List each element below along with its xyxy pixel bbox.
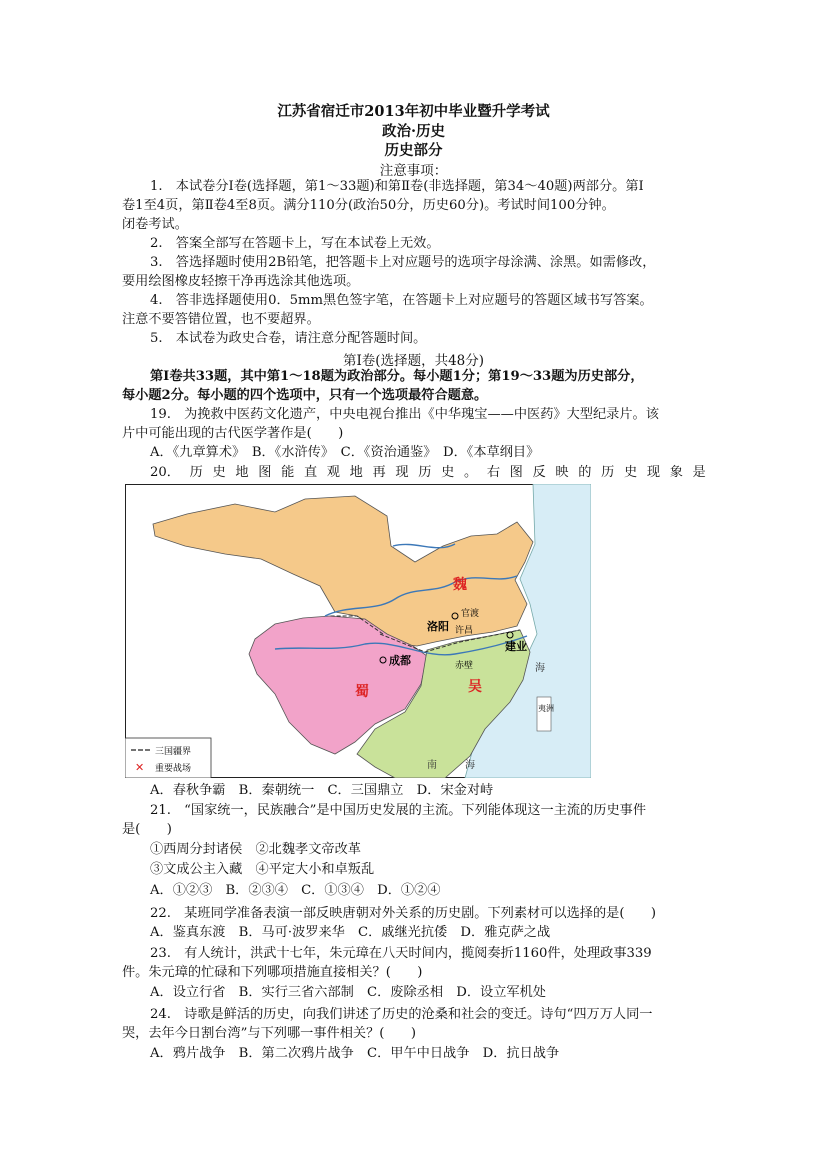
- q21-items-cont: ③文成公主入藏 ④平定大小和卓叛乱: [150, 862, 375, 877]
- chibi-label: 赤壁: [455, 661, 474, 671]
- q20-options: A．春秋争霸 B．秦朝统一 C．三国鼎立 D．宋金对峙: [150, 783, 494, 798]
- q20-char: 图: [509, 465, 523, 480]
- q20-char: 历: [601, 465, 615, 480]
- q20-char: 映: [555, 465, 569, 480]
- q20-char: 20．: [150, 465, 180, 480]
- q20-char: 地: [235, 465, 249, 480]
- q21-stem: 21. “国家统一，民族融合”是中国历史发展的主流。下列能体现这一主流的历史事件: [150, 803, 647, 818]
- q22-stem: 22. 某班同学准备表演一部反映唐朝对外关系的历史剧。下列素材可以选择的是( ): [150, 906, 657, 921]
- q23-stem: 23. 有人统计，洪武十七年，朱元璋在八天时间内，揽阅奏折1160件，处理政事339: [150, 946, 652, 961]
- q21-options: A．①②③ B．②③④ C．①③④ D．①②④: [150, 883, 441, 898]
- xuchang-label: 许昌: [455, 626, 474, 636]
- legend-battle-label: 重要战场: [155, 764, 192, 774]
- note-3-cont: 要用绘图橡皮轻擦干净再选涂其他选项。: [122, 274, 360, 289]
- note-5: 5. 本试卷为政史合卷，请注意分配答题时间。: [150, 331, 427, 346]
- q20-char: 再: [372, 465, 386, 480]
- shu-label: 蜀: [355, 684, 369, 700]
- q20-char: 能: [281, 465, 295, 480]
- note-4: 4. 答非选择题使用0．5mm黑色签字笔，在答题卡上对应题号的答题区域书写答案。: [150, 293, 653, 308]
- exam-section: 历史部分: [384, 142, 443, 159]
- q20-char: 历: [189, 465, 203, 480]
- q19-stem-cont: 片中可能出现的古代医学著作是( ): [122, 426, 344, 441]
- exam-subject: 政治·历史: [381, 123, 446, 140]
- yizhou-island: [537, 697, 551, 731]
- q20-stem: [150, 464, 706, 482]
- q19-stem: 19. 为挽救中医药文化遗产，中央电视台推出《中华瑰宝——中医药》大型纪录片。该: [150, 407, 659, 422]
- notice-heading: 注意事项：: [379, 163, 448, 179]
- yizhou-label: 夷洲: [538, 704, 554, 713]
- q19-options: A．《九章算术》 B．《水浒传》 C．《资治通鉴》 D．《本草纲目》: [150, 445, 540, 460]
- legend-border-label: 三国疆界: [155, 747, 192, 757]
- q20-char: 现: [395, 465, 409, 480]
- three-kingdoms-map: [125, 484, 591, 778]
- note-3: 3. 答选择题时使用2B铅笔，把答题卡上对应题号的选项字母涂满、涂黑。如需修改，: [150, 255, 656, 270]
- q20-char: 史: [623, 465, 638, 480]
- part1-intro: 第Ⅰ卷共33题，其中第1～18题为政治部分。每小题1分；第19～33题为历史部分，: [150, 369, 644, 384]
- q20-char: 观: [326, 465, 340, 480]
- q21-stem-cont: 是( ): [122, 822, 172, 837]
- q20-char: 反: [532, 465, 546, 480]
- luoyang-label: 洛阳: [427, 620, 449, 633]
- note-4-cont: 注意不要答错位置，也不要超界。: [122, 312, 320, 327]
- sea-label: 海: [535, 663, 545, 674]
- sea-label: 海: [465, 760, 475, 771]
- q24-stem: 24. 诗歌是鲜活的历史，向我们讲述了历史的沧桑和社会的变迁。诗句“四万万人同一: [150, 1007, 653, 1022]
- battle-cross-icon: ✕: [135, 761, 145, 774]
- q20-char: 现: [646, 465, 661, 480]
- q24-options: A．鸦片战争 B．第二次鸦片战争 C．甲午中日战争 D．抗日战争: [150, 1046, 560, 1061]
- note-1: 1. 本试卷分Ⅰ卷(选择题，第1～33题)和第Ⅱ卷(非选择题，第34～40题)两部分。第Ⅰ: [150, 179, 644, 194]
- wu-label: 吴: [468, 679, 482, 695]
- q20-char: 是: [692, 465, 706, 480]
- q20-char: 右: [486, 465, 500, 480]
- sea-label: 南: [427, 760, 437, 771]
- note-2: 2. 答案全部写在答题卡上，写在本试卷上无效。: [150, 236, 440, 251]
- q20-char: 历: [418, 465, 432, 480]
- part1-title: 第Ⅰ卷(选择题，共48分): [342, 353, 485, 369]
- q20-char: 地: [349, 465, 363, 480]
- q23-options: A．设立行省 B．实行三省六部制 C．废除丞相 D．设立军机处: [150, 985, 546, 1000]
- q20-char: 象: [669, 465, 683, 480]
- q20-char: 史: [441, 465, 455, 480]
- chengdu-label: 成都: [389, 654, 411, 667]
- q22-options: A．鉴真东渡 B．马可·波罗来华 C．戚继光抗倭 D．雅克萨之战: [150, 925, 551, 940]
- q20-char: 。: [463, 465, 478, 480]
- q24-stem-cont: 哭，去年今日割台湾”与下列哪一事件相关？( ): [122, 1026, 416, 1041]
- q20-char: 史: [212, 465, 226, 480]
- note-1-cont: 卷1至4页，第Ⅱ卷4至8页。满分110分(政治50分，历史60分)。考试时间100分钟。: [122, 198, 615, 213]
- part1-intro-cont: 每小题2分。每小题的四个选项中，只有一个选项最符合题意。: [122, 388, 488, 403]
- q20-char: 图: [258, 465, 272, 480]
- note-1-cont: 闭卷考试。: [122, 217, 188, 232]
- guandu-label: 官渡: [461, 609, 480, 619]
- q21-items: ①西周分封诸侯 ②北魏孝文帝改革: [150, 842, 361, 857]
- wei-label: 魏: [453, 577, 467, 593]
- exam-title: 江苏省宿迁市2013年初中毕业暨升学考试: [277, 103, 550, 120]
- jianye-label: 建业: [505, 640, 527, 653]
- q20-char: 直: [303, 465, 318, 480]
- q20-char: 的: [578, 465, 592, 480]
- q23-stem-cont: 件。朱元璋的忙碌和下列哪项措施直接相关？( ): [122, 965, 423, 980]
